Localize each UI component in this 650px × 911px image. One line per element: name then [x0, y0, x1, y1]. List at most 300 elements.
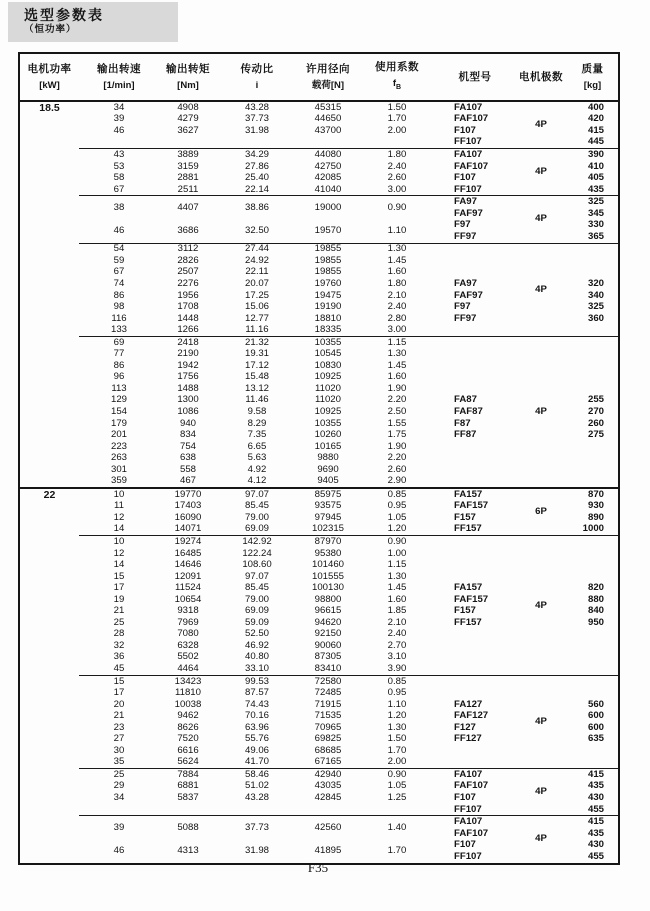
cell-output-torque: 10038: [174, 698, 202, 710]
cell-output-torque: 6328: [177, 640, 199, 651]
cell-output-torque: 1488: [177, 383, 199, 394]
cell-service-factor: 2.10: [387, 617, 407, 628]
cell-output-torque: 3159: [177, 160, 199, 172]
cell-service-factor: 1.45: [387, 360, 407, 371]
cell-service-factor: 1.45: [387, 582, 407, 594]
cell-output-speed: 67: [113, 266, 125, 278]
cell-mass: 880: [587, 593, 604, 605]
cell-service-factor: 2.00: [387, 756, 407, 768]
cell-service-factor: 1.50: [387, 733, 407, 745]
cell-model: FF157: [454, 617, 482, 628]
cell-model: [435, 441, 515, 453]
cell-radial-load: 18335: [314, 324, 342, 336]
cell-output-torque: 6616: [177, 745, 199, 756]
cell-service-factor: 0.90: [359, 769, 435, 781]
cell-motor-poles: 4P: [515, 675, 567, 768]
cell-service-factor: 1.30: [387, 721, 407, 733]
cell-service-factor: 3.00: [387, 183, 407, 195]
cell-output-speed: 35: [113, 756, 125, 768]
cell-radial-load: 92150: [314, 628, 342, 640]
cell-ratio: 51.02: [244, 780, 269, 792]
cell-radial-load: 11020: [315, 383, 341, 394]
cell-mass: 1000: [582, 523, 604, 535]
cell-service-factor: 1.05: [387, 512, 407, 523]
cell-output-torque: [159, 804, 217, 816]
cell-output-speed: 20: [113, 698, 125, 710]
cell-radial-load: 83410: [314, 663, 342, 675]
cell-ratio: 55.76: [244, 733, 269, 745]
cell-model: [435, 757, 515, 769]
cell-output-torque: 1266: [177, 324, 199, 336]
cell-output-torque: 1448: [177, 312, 199, 324]
cell-output-torque: 19770: [159, 488, 217, 501]
cell-mass: 435: [587, 827, 604, 839]
cell-model: F97: [454, 219, 471, 231]
cell-service-factor: 0.90: [359, 196, 435, 220]
cell-ratio: 46.92: [244, 640, 269, 651]
cell-output-torque: 1956: [177, 289, 199, 301]
cell-radial-load: 42085: [314, 172, 342, 184]
cell-mass: 410: [587, 160, 604, 172]
cell-service-factor: 1.60: [387, 266, 407, 278]
cell-output-speed: 45: [113, 663, 125, 675]
cell-mass: [567, 663, 619, 675]
cell-mass: [567, 559, 619, 571]
cell-output-torque: 19274: [159, 536, 217, 548]
cell-ratio: 58.46: [217, 769, 297, 781]
cell-mass: 325: [587, 301, 604, 313]
cell-output-torque: 9318: [177, 605, 199, 617]
cell-model: F107: [454, 172, 476, 184]
cell-output-speed: 201: [110, 429, 127, 441]
cell-output-speed: 77: [113, 348, 125, 360]
cell-model: FA107: [454, 101, 483, 113]
cell-radial-load: 44650: [314, 113, 342, 125]
cell-model: FF97: [454, 231, 477, 242]
cell-output-torque: 1942: [177, 360, 199, 371]
cell-ratio: [217, 804, 297, 816]
cell-mass: [567, 548, 619, 560]
table-row: [19, 536, 619, 548]
cell-mass: [567, 745, 619, 757]
cell-model: FA107: [435, 769, 515, 781]
cell-model: FA97: [435, 196, 515, 208]
cell-service-factor: [359, 137, 435, 149]
cell-output-speed: 25: [79, 769, 159, 781]
cell-model: [435, 267, 515, 279]
cell-model: F107: [454, 125, 476, 136]
cell-mass: [567, 348, 619, 360]
cell-ratio: 69.09: [244, 605, 269, 617]
col-header-output-torque: 输出转矩 [Nm]: [159, 53, 217, 101]
cell-ratio: 99.53: [217, 675, 297, 687]
cell-output-speed: 74: [113, 278, 125, 289]
cell-model: FAF157: [454, 500, 489, 512]
cell-mass: 600: [587, 710, 604, 722]
cell-model: [435, 745, 515, 757]
cell-radial-load: 43035: [314, 780, 342, 792]
cell-radial-load: [297, 804, 359, 816]
cell-mass: [567, 464, 619, 476]
cell-output-speed: 27: [113, 733, 125, 745]
cell-mass: [567, 383, 619, 395]
cell-mass: [567, 255, 619, 267]
cell-output-speed: 21: [113, 605, 125, 617]
cell-radial-load: 72485: [314, 687, 342, 699]
cell-radial-load: 97945: [314, 512, 342, 523]
cell-model: [435, 255, 515, 267]
cell-ratio: 25.40: [244, 172, 269, 184]
table-row: [19, 769, 619, 781]
cell-ratio: 12.77: [244, 312, 269, 324]
cell-model: [435, 687, 515, 699]
cell-model: [435, 548, 515, 560]
cell-service-factor: 2.70: [387, 640, 407, 651]
cell-radial-load: 9880: [317, 452, 339, 464]
cell-mass: 320: [587, 278, 604, 289]
cell-model: [435, 571, 515, 583]
cell-output-speed: 59: [113, 255, 125, 266]
cell-radial-load: 87305: [314, 651, 342, 663]
cell-service-factor: 0.90: [359, 536, 435, 548]
cell-mass: 255: [587, 394, 604, 406]
cell-radial-load: 10355: [314, 417, 342, 429]
cell-radial-load: 19855: [297, 243, 359, 255]
cell-ratio: 7.35: [247, 429, 267, 441]
cell-ratio: 41.70: [244, 756, 269, 768]
cell-service-factor: 2.60: [387, 463, 407, 475]
cell-output-torque: 4407: [159, 196, 217, 220]
cell-radial-load: 42560: [297, 816, 359, 840]
cell-service-factor: 1.60: [387, 371, 407, 383]
cell-output-torque: 17403: [174, 500, 202, 512]
cell-service-factor: 3.10: [387, 651, 407, 663]
cell-model: FA87: [454, 394, 477, 406]
cell-output-speed: 10: [79, 536, 159, 548]
cell-radial-load: 10545: [314, 348, 342, 360]
cell-mass: 275: [587, 429, 604, 441]
cell-ratio: 34.29: [217, 149, 297, 161]
cell-output-speed: 39: [79, 816, 159, 840]
cell-radial-load: 19760: [314, 278, 342, 289]
cell-radial-load: 72580: [297, 675, 359, 687]
table-row: [19, 336, 619, 348]
cell-mass: 270: [587, 406, 604, 417]
cell-ratio: 20.07: [244, 278, 269, 289]
cell-model: FA107: [435, 149, 515, 161]
cell-service-factor: 1.15: [359, 336, 435, 348]
cell-output-speed: 69: [79, 336, 159, 348]
cell-output-torque: 754: [179, 440, 196, 452]
cell-output-speed: 154: [110, 406, 127, 417]
col-header-radial-load: 许用径向 载荷[N]: [297, 53, 359, 101]
cell-mass: 340: [587, 289, 604, 301]
cell-output-torque: 467: [179, 475, 196, 487]
cell-service-factor: 1.80: [359, 149, 435, 161]
cell-mass: 445: [587, 136, 604, 148]
cell-model: [435, 663, 515, 675]
cell-output-torque: 7884: [159, 769, 217, 781]
cell-service-factor: 1.30: [387, 348, 407, 360]
cell-mass: [567, 267, 619, 279]
cell-output-torque: 3627: [177, 125, 199, 136]
cell-output-torque: 4313: [177, 845, 199, 856]
cell-radial-load: 19855: [314, 255, 342, 266]
col-header-service-factor: 使用系数 $f_B$: [359, 53, 435, 101]
cell-mass: [567, 757, 619, 769]
cell-output-speed: 12: [113, 547, 125, 559]
cell-output-torque: 14071: [174, 523, 202, 535]
cell-mass: [567, 652, 619, 664]
cell-radial-load: 41040: [314, 183, 342, 195]
cell-radial-load: 10165: [314, 440, 342, 452]
cell-output-torque: [159, 137, 217, 149]
cell-ratio: 70.16: [244, 710, 269, 722]
cell-radial-load: 67165: [314, 756, 342, 768]
cell-radial-load: 11020: [315, 394, 341, 406]
cell-output-torque: 940: [179, 417, 196, 429]
cell-output-torque: 2418: [159, 336, 217, 348]
cell-model: [435, 536, 515, 548]
cell-service-factor: 1.90: [387, 440, 407, 452]
cell-radial-load: 71535: [314, 710, 342, 722]
cell-mass: 415: [587, 125, 604, 136]
cell-model: [435, 476, 515, 489]
cell-output-speed: 46: [113, 845, 125, 856]
cell-radial-load: 85975: [297, 488, 359, 501]
cell-mass: [567, 372, 619, 384]
cell-ratio: 74.43: [244, 698, 269, 710]
cell-radial-load: 9690: [317, 463, 339, 475]
cell-output-speed: 25: [113, 617, 125, 628]
cell-radial-load: 19190: [314, 301, 342, 313]
cell-radial-load: 96615: [314, 605, 342, 617]
cell-ratio: 40.80: [244, 651, 269, 663]
cell-mass: 560: [587, 698, 604, 710]
cell-mass: 950: [587, 617, 604, 628]
cell-output-speed: 15: [79, 675, 159, 687]
cell-radial-load: 44080: [297, 149, 359, 161]
cell-output-speed: 301: [110, 463, 127, 475]
cell-motor-poles: 4P: [515, 196, 567, 243]
cell-mass: 415: [567, 769, 619, 781]
cell-output-speed: 67: [113, 183, 125, 195]
cell-service-factor: 2.90: [387, 475, 407, 487]
cell-service-factor: 1.30: [359, 243, 435, 255]
cell-ratio: 108.60: [242, 559, 272, 571]
cell-output-speed: 28: [113, 628, 125, 640]
cell-radial-load: 19570: [314, 225, 342, 237]
cell-radial-load: 45315: [314, 101, 342, 113]
cell-output-speed: 58: [113, 172, 125, 184]
cell-output-torque: 1708: [177, 301, 199, 313]
cell-mass: 455: [587, 851, 604, 862]
cell-output-torque: 4464: [177, 663, 199, 675]
cell-model: FF127: [454, 733, 482, 745]
cell-output-speed: 116: [111, 312, 127, 324]
cell-mass: 890: [587, 512, 604, 523]
cell-output-speed: 17: [113, 582, 125, 594]
col-header-motor-power: 电机功率 [kW]: [19, 53, 79, 101]
cell-service-factor: 1.25: [387, 792, 407, 804]
table-row: [19, 196, 619, 208]
cell-ratio: 32.50: [244, 225, 269, 237]
cell-service-factor: 1.05: [387, 780, 407, 792]
table-row: [19, 243, 619, 255]
cell-radial-load: 10830: [314, 360, 342, 371]
cell-output-torque: 2826: [177, 255, 199, 266]
cell-radial-load: 101555: [311, 570, 344, 582]
cell-radial-load: 69825: [314, 733, 342, 745]
page-title: 选型参数表: [24, 7, 104, 23]
cell-output-speed: 32: [113, 640, 125, 651]
cell-motor-poles: 4P: [515, 536, 567, 676]
cell-radial-load: 101460: [311, 559, 344, 571]
cell-output-speed: 34: [113, 101, 125, 113]
table-row: [19, 488, 619, 501]
cell-output-speed: 86: [113, 360, 125, 371]
cell-ratio: 4.12: [247, 475, 267, 487]
cell-output-speed: 23: [113, 721, 125, 733]
cell-output-speed: 86: [113, 289, 125, 301]
cell-ratio: 8.29: [247, 417, 267, 429]
cell-radial-load: 18810: [314, 312, 342, 324]
cell-output-torque: 5837: [177, 792, 199, 804]
cell-ratio: 37.73: [244, 113, 269, 125]
col-header-mass: 质量 [kg]: [567, 53, 619, 101]
cell-mass: 260: [587, 417, 604, 429]
cell-radial-load: 71915: [314, 698, 342, 710]
col-header-output-speed: 输出转速 [1/min]: [79, 53, 159, 101]
cell-output-torque: 1756: [177, 371, 199, 383]
cell-radial-load: 87970: [297, 536, 359, 548]
cell-output-torque: 2881: [177, 172, 199, 184]
cell-model: F87: [454, 417, 471, 429]
cell-output-torque: 13423: [159, 675, 217, 687]
page-number: F35: [307, 860, 329, 875]
cell-model: FA127: [454, 698, 483, 710]
cell-mass: 390: [567, 149, 619, 161]
cell-service-factor: 1.70: [387, 745, 407, 756]
cell-model: FAF97: [454, 207, 483, 219]
cell-mass: [567, 476, 619, 489]
cell-ratio: 15.48: [244, 371, 269, 383]
selection-parameter-table: [18, 52, 620, 865]
cell-mass: 430: [587, 839, 604, 851]
cell-model: [435, 675, 515, 687]
table-row: [19, 149, 619, 161]
cell-service-factor: 2.10: [387, 289, 407, 301]
cell-output-torque: 5624: [177, 756, 199, 768]
table-row: [19, 675, 619, 687]
cell-output-torque: 8626: [177, 721, 199, 733]
cell-output-torque: 11810: [175, 687, 201, 699]
cell-motor-poles: 4P: [515, 149, 567, 196]
cell-output-speed: [79, 804, 159, 816]
cell-output-torque: 558: [179, 463, 196, 475]
cell-output-speed: 98: [113, 301, 125, 313]
cell-model: FF97: [454, 312, 477, 324]
cell-output-torque: 834: [179, 429, 196, 441]
cell-mass: [567, 640, 619, 652]
cell-ratio: 69.09: [244, 523, 269, 535]
cell-model: [435, 383, 515, 395]
cell-service-factor: 2.20: [387, 452, 407, 464]
cell-ratio: 15.06: [244, 301, 269, 313]
cell-output-speed: 10: [79, 488, 159, 501]
cell-radial-load: 42940: [297, 769, 359, 781]
cell-model: [435, 640, 515, 652]
cell-output-torque: 6881: [177, 780, 199, 792]
cell-output-torque: 4908: [177, 101, 199, 113]
cell-service-factor: 2.60: [387, 172, 407, 184]
cell-model: FAF127: [454, 710, 489, 722]
cell-model: F107: [454, 792, 476, 804]
cell-mass: 345: [587, 207, 604, 219]
cell-model: [435, 243, 515, 255]
cell-service-factor: 1.85: [387, 605, 407, 617]
cell-service-factor: 1.10: [387, 698, 407, 710]
cell-ratio: 24.92: [244, 255, 269, 266]
cell-mass: [567, 571, 619, 583]
cell-ratio: 85.45: [244, 582, 269, 594]
cell-output-torque: 4279: [177, 113, 199, 125]
cell-output-torque: 2507: [177, 266, 199, 278]
cell-output-torque: 9462: [177, 710, 199, 722]
cell-output-torque: 5088: [159, 816, 217, 840]
cell-radial-load: 41895: [314, 845, 342, 856]
cell-radial-load: [297, 137, 359, 149]
cell-output-torque: 16090: [174, 512, 202, 523]
cell-ratio: 17.12: [244, 360, 269, 371]
cell-ratio: 9.58: [247, 406, 267, 417]
cell-service-factor: 1.50: [387, 101, 407, 113]
cell-service-factor: 1.70: [387, 845, 407, 856]
cell-output-speed: 46: [113, 125, 125, 136]
cell-mass: [567, 536, 619, 548]
cell-service-factor: 1.15: [387, 559, 407, 571]
cell-model: F127: [454, 721, 476, 733]
cell-service-factor: 0.85: [359, 488, 435, 501]
cell-radial-load: 94620: [314, 617, 342, 628]
cell-service-factor: 1.75: [387, 429, 407, 441]
cell-output-speed: 359: [110, 475, 127, 487]
cell-ratio: 11.46: [245, 394, 269, 406]
cell-mass: 820: [587, 582, 604, 594]
cell-radial-load: 98800: [314, 593, 342, 605]
cell-service-factor: 1.55: [387, 417, 407, 429]
cell-model: FF107: [454, 803, 482, 815]
page-title-band: [8, 2, 178, 42]
cell-service-factor: 1.80: [387, 278, 407, 289]
cell-ratio: 97.07: [217, 488, 297, 501]
cell-service-factor: 1.10: [387, 225, 407, 237]
cell-radial-load: 100130: [311, 582, 344, 594]
cell-radial-load: 10925: [314, 406, 342, 417]
cell-mass: 360: [587, 312, 604, 324]
cell-model: FAF107: [454, 160, 489, 172]
cell-model: [435, 360, 515, 372]
cell-model: FAF97: [454, 289, 483, 301]
cell-output-speed: 129: [110, 394, 127, 406]
cell-model: FAF107: [454, 780, 489, 792]
cell-output-speed: 54: [79, 243, 159, 255]
cell-service-factor: 1.00: [387, 547, 407, 559]
cell-service-factor: 1.45: [387, 255, 407, 266]
cell-output-speed: 15: [113, 570, 125, 582]
cell-radial-load: 102315: [311, 523, 344, 535]
cell-ratio: 49.06: [244, 745, 269, 756]
